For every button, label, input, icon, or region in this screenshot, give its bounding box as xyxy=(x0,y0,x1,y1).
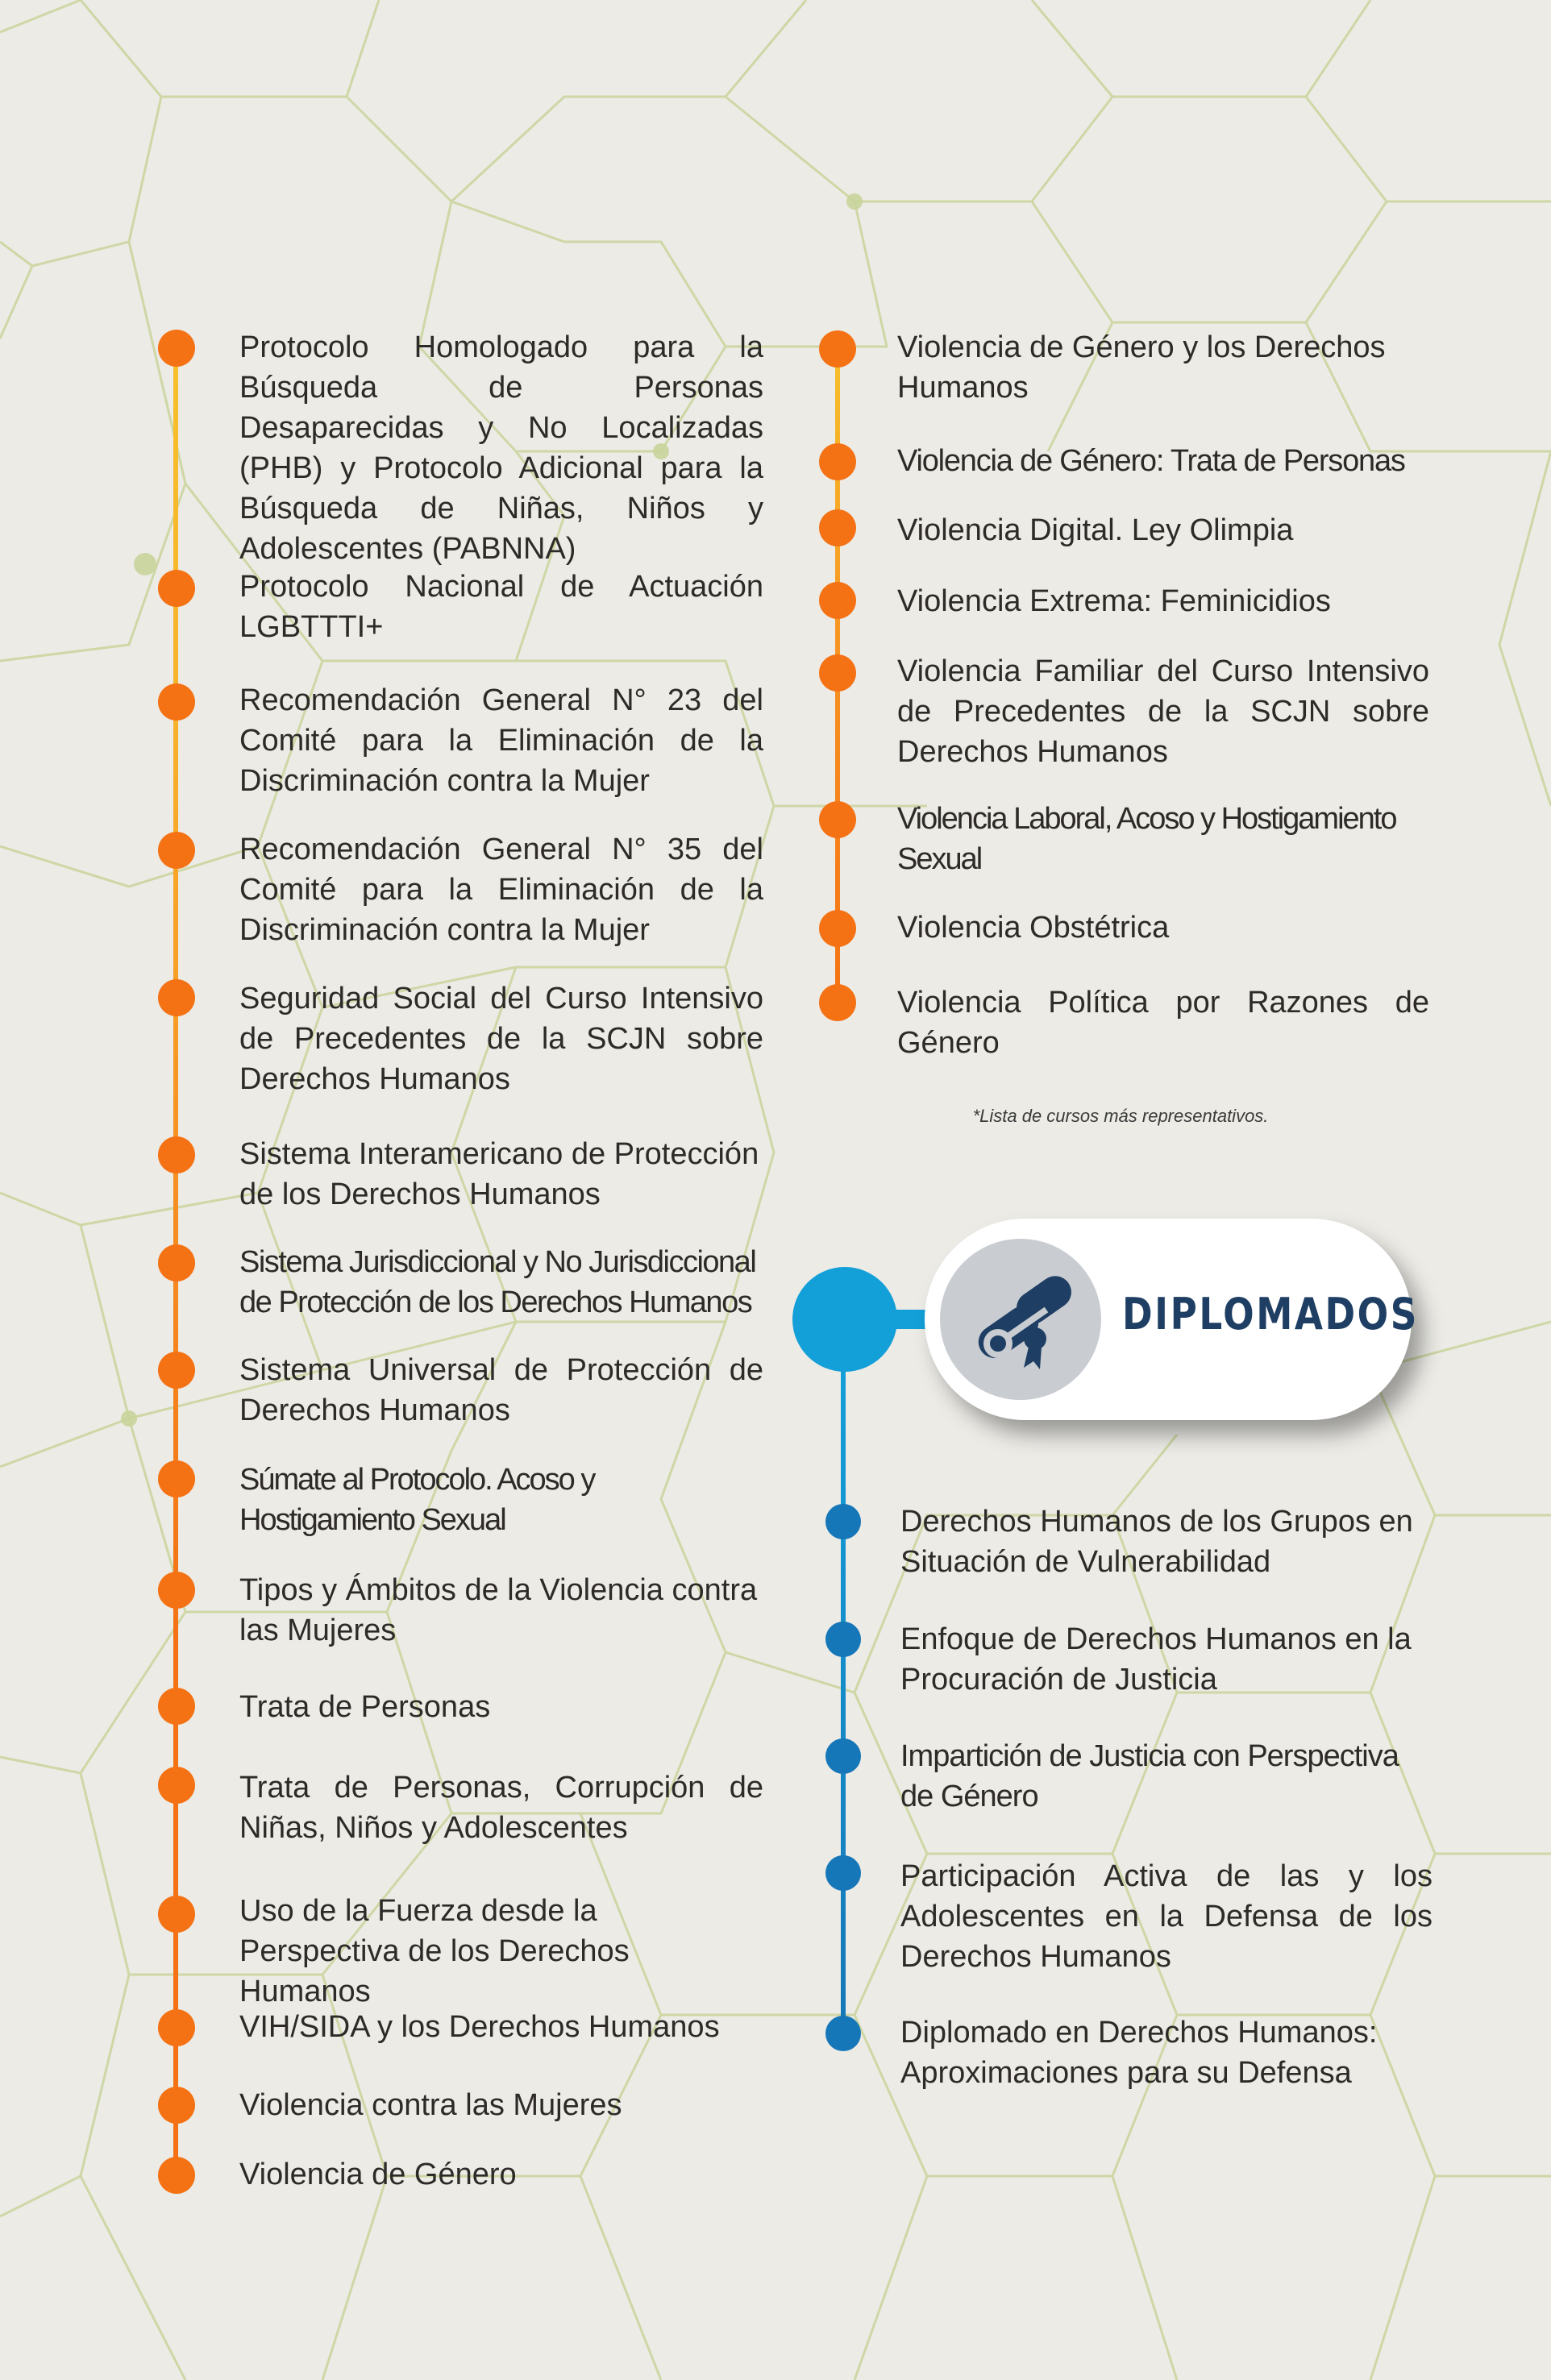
course-item: Violencia Laboral, Acoso y Hostigamiento Sexual xyxy=(897,802,1396,876)
course-item: Violencia Obstétrica xyxy=(897,911,1170,945)
timeline-dot xyxy=(158,2157,195,2194)
timeline-dot xyxy=(819,443,856,480)
diplomados-timeline-line xyxy=(841,1362,846,2039)
timeline-dot xyxy=(819,801,856,838)
timeline-dot xyxy=(825,1504,861,1539)
timeline-dot xyxy=(819,654,856,692)
course-item: Sistema Jurisdiccional y No Jurisdiccional de Protección de los Derechos Humanos xyxy=(239,1245,756,1319)
timeline-dot xyxy=(158,570,195,607)
course-item: Violencia Extrema: Feminicidios xyxy=(897,584,1331,618)
timeline-dot xyxy=(819,910,856,947)
diplomado-item: Participación Activa de las y los Adolescentes en la Defensa de los Derechos Humanos xyxy=(900,1859,1432,1974)
timeline-dot xyxy=(158,330,195,367)
timeline-dot xyxy=(158,1688,195,1725)
timeline-dot xyxy=(825,2016,861,2051)
course-item: Violencia Política por Razones de Género xyxy=(897,986,1429,1060)
diploma-scroll-icon xyxy=(940,1239,1101,1400)
course-item: Trata de Personas, Corrupción de Niñas, Niños y Adolescentes xyxy=(239,1771,763,1845)
timeline-dot xyxy=(819,582,856,619)
timeline-dot xyxy=(158,1572,195,1609)
diplomados-node xyxy=(792,1267,897,1372)
course-item: Sistema Universal de Protección de Derechos Humanos xyxy=(239,1353,763,1427)
course-item: Sistema Interamericano de Protección de los Derechos Humanos xyxy=(239,1137,759,1211)
diplomado-item: Diplomado en Derechos Humanos: Aproximaciones para su Defensa xyxy=(900,2016,1378,2090)
course-item: Trata de Personas xyxy=(239,1690,491,1724)
timeline-dot xyxy=(819,984,856,1021)
timeline-dot xyxy=(819,509,856,546)
timeline-dot xyxy=(158,1352,195,1389)
timeline-dot xyxy=(158,2009,195,2046)
course-item: Protocolo Homologado para la Búsqueda de Personas Desaparecidas y No Localizadas (PHB) y Protocolo Adicional para la Búsqueda de Niñas, Niños y Adolescentes (PABNNA) xyxy=(239,330,763,566)
timeline-dot xyxy=(158,683,195,721)
course-item: Violencia Familiar del Curso Intensivo de Precedentes de la SCJN sobre Derechos Humanos xyxy=(897,654,1429,769)
course-item: Violencia de Género: Trata de Personas xyxy=(897,444,1405,478)
timeline-dot xyxy=(825,1855,861,1891)
course-item: Uso de la Fuerza desde la Perspectiva de los Derechos Humanos xyxy=(239,1894,630,2008)
footnote: *Lista de cursos más representativos. xyxy=(972,1106,1269,1126)
timeline-dot xyxy=(158,832,195,869)
timeline-dot xyxy=(158,1136,195,1173)
course-item: Tipos y Ámbitos de la Violencia contra las Mujeres xyxy=(239,1573,758,1647)
timeline-dot xyxy=(819,330,856,368)
diplomado-item: Impartición de Justicia con Perspectiva de Género xyxy=(900,1739,1399,1813)
course-item: Violencia Digital. Ley Olimpia xyxy=(897,513,1294,547)
course-item: Violencia contra las Mujeres xyxy=(239,2088,622,2122)
course-item: Recomendación General N° 23 del Comité para la Eliminación de la Discriminación contra la Mujer xyxy=(239,683,763,798)
diplomados-title: DIPLOMADOS xyxy=(1122,1289,1419,1340)
course-item: Violencia de Género y los Derechos Humanos xyxy=(897,330,1386,405)
course-item: Protocolo Nacional de Actuación LGBTTTI+ xyxy=(239,570,763,644)
timeline-dot xyxy=(158,1896,195,1933)
timeline-dot xyxy=(158,1244,195,1281)
course-item: Seguridad Social del Curso Intensivo de Precedentes de la SCJN sobre Derechos Humanos xyxy=(239,982,763,1096)
timeline-dot xyxy=(158,979,195,1016)
timeline-dot xyxy=(158,2087,195,2124)
diplomado-item: Enfoque de Derechos Humanos en la Procuración de Justicia xyxy=(900,1622,1412,1697)
course-item: Violencia de Género xyxy=(239,2158,517,2191)
timeline-dot xyxy=(158,1460,195,1497)
course-item: VIH/SIDA y los Derechos Humanos xyxy=(239,2010,720,2044)
course-item: Recomendación General N° 35 del Comité para la Eliminación de la Discriminación contra la Mujer xyxy=(239,833,763,947)
timeline-dot xyxy=(825,1738,861,1774)
course-item: Súmate al Protocolo. Acoso y Hostigamiento Sexual xyxy=(239,1463,595,1537)
diplomado-item: Derechos Humanos de los Grupos en Situación de Vulnerabilidad xyxy=(900,1505,1413,1579)
timeline-dot xyxy=(825,1622,861,1657)
timeline-dot xyxy=(158,1767,195,1804)
